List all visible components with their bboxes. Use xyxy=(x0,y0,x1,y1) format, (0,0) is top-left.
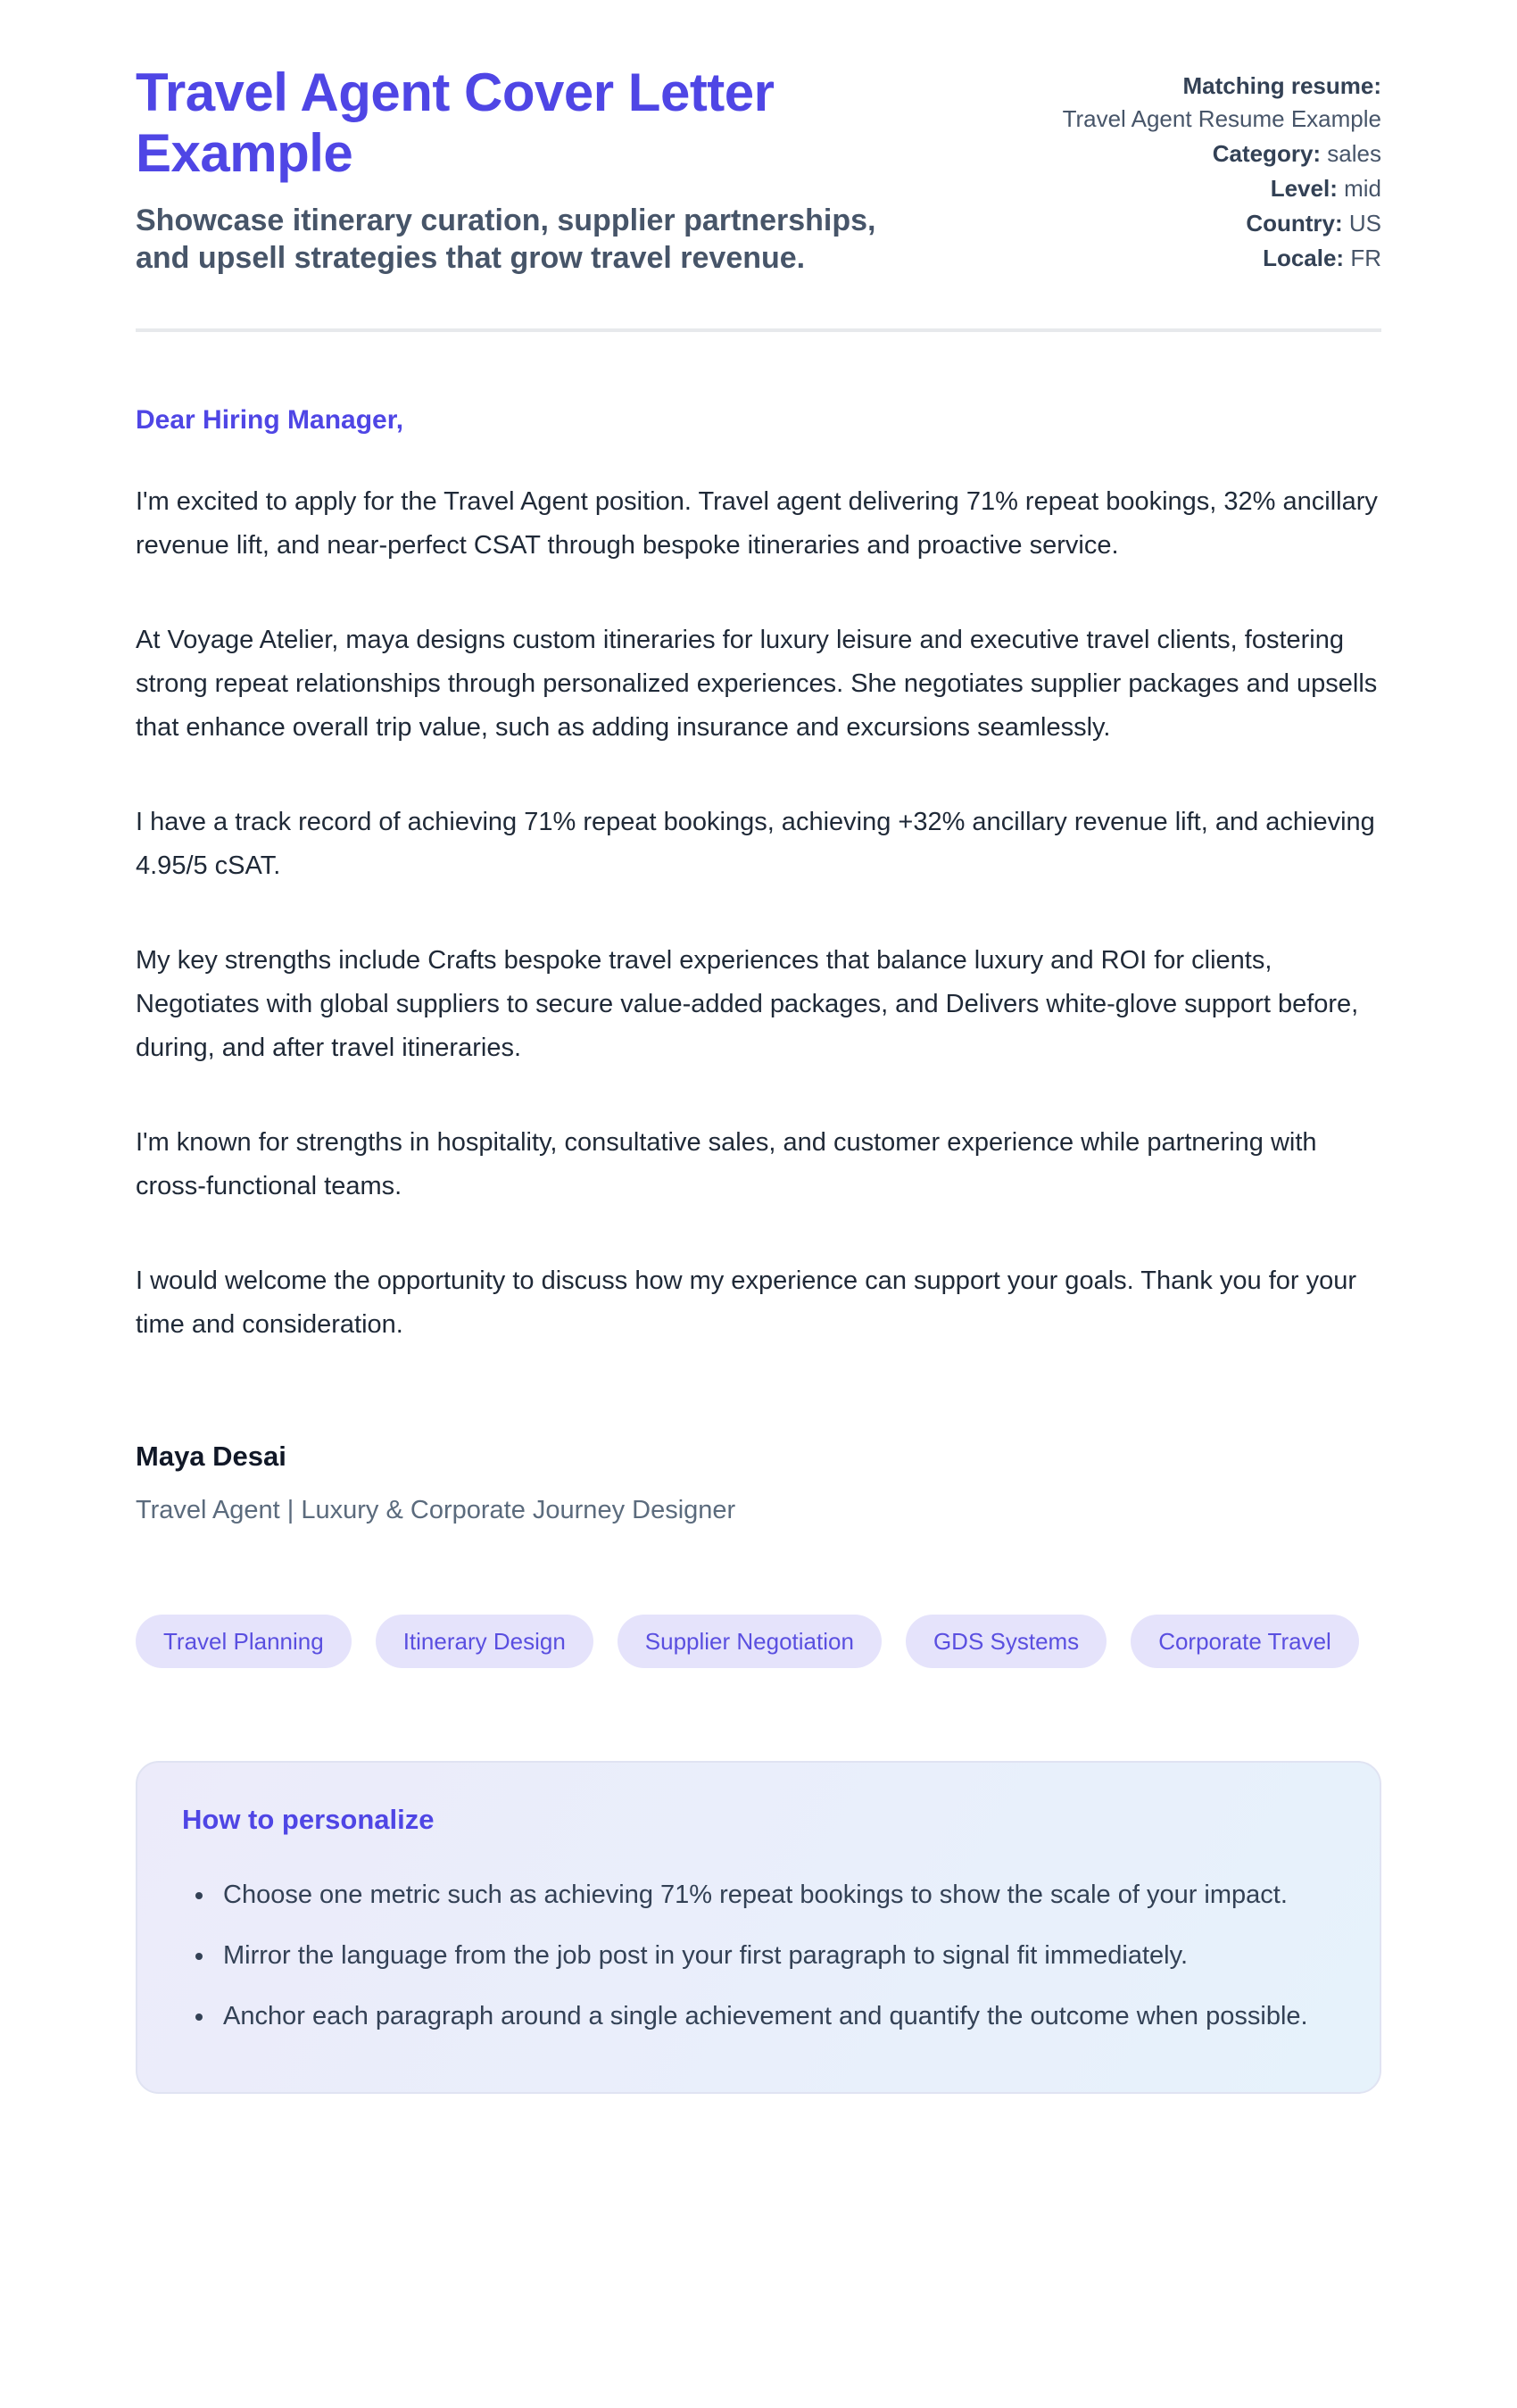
how-to-personalize-box xyxy=(136,1761,1381,2094)
meta-row-country xyxy=(996,207,1381,240)
resume-meta-panel xyxy=(996,62,1381,274)
page-subtitle: Showcase itinerary curation, supplier partnerships, and upsell strategies that grow travel revenue. xyxy=(136,203,876,275)
meta-row-category xyxy=(996,137,1381,170)
matching-resume-label: Matching resume: xyxy=(1182,72,1381,99)
letter-paragraph: I'm known for strengths in hospitality, consultative sales, and customer experience while partnering with cross-functional teams. xyxy=(136,1127,1317,1200)
meta-label: Level: xyxy=(1270,174,1338,202)
meta-label: Country: xyxy=(1246,209,1343,237)
tip-item: • Choose one metric such as achieving 71% repeat bookings to show the scale of your impact. xyxy=(216,1873,1335,1917)
meta-label: Category: xyxy=(1212,139,1322,167)
meta-value: US xyxy=(1348,209,1381,237)
letter-paragraph: My key strengths include Crafts bespoke travel experiences that balance luxury and ROI for clients, Negotiates with global suppliers to secure value-added packages, and Delivers white-glove support before, during, and after travel itineraries. xyxy=(136,945,1359,1062)
letter-paragraphs xyxy=(136,480,1381,1347)
cover-letter-body xyxy=(136,405,1381,1525)
meta-row-level xyxy=(996,172,1381,205)
page-title: Travel Agent Cover Letter Example xyxy=(136,62,775,183)
signature-block xyxy=(136,1441,1381,1525)
letter-paragraph: I'm excited to apply for the Travel Agent position. Travel agent delivering 71% repeat bookings, 32% ancillary revenue lift, and near-perfect CSAT through bespoke itineraries and proactive service. xyxy=(136,486,1378,560)
meta-value: sales xyxy=(1327,139,1381,167)
cover-letter-page xyxy=(136,0,1381,2094)
tip-item: • Anchor each paragraph around a single achievement and quantify the outcome when possible. xyxy=(216,1995,1335,2038)
matching-resume-value: Travel Agent Resume Example xyxy=(1062,104,1381,132)
header-divider xyxy=(136,328,1381,332)
meta-value: mid xyxy=(1344,174,1381,202)
letter-paragraph: I would welcome the opportunity to discuss how my experience can support your goals. Thank you for your time and consideration. xyxy=(136,1266,1357,1339)
skill-tag: GDS Systems xyxy=(906,1615,1107,1668)
skill-tag: Travel Planning xyxy=(136,1615,352,1668)
tips-title: How to personalize xyxy=(182,1803,435,1835)
skill-tag: Supplier Negotiation xyxy=(618,1615,882,1668)
meta-value: FR xyxy=(1350,244,1381,271)
tips-list xyxy=(182,1873,1335,2038)
header-title-block xyxy=(136,62,921,277)
tip-item: • Mirror the language from the job post in your first paragraph to signal fit immediately. xyxy=(216,1934,1335,1978)
letter-paragraph: At Voyage Atelier, maya designs custom itineraries for luxury leisure and executive travel clients, fostering strong repeat relationships through personalized experiences. She negotiates supplier packages and upsells that enhance overall trip value, such as adding insurance and excursions seamlessly. xyxy=(136,625,1378,742)
meta-label: Locale: xyxy=(1263,244,1345,271)
letter-greeting: Dear Hiring Manager, xyxy=(136,404,404,435)
meta-row-locale xyxy=(996,242,1381,275)
skill-tag: Itinerary Design xyxy=(376,1615,593,1668)
skill-tag-list xyxy=(136,1615,1381,1668)
signature-name: Maya Desai xyxy=(136,1440,286,1472)
signature-role: Travel Agent | Luxury & Corporate Journey Designer xyxy=(136,1495,736,1524)
letter-paragraph: I have a track record of achieving 71% repeat bookings, achieving +32% ancillary revenue lift, and achieving 4.95/5 cSAT. xyxy=(136,807,1375,880)
page-header xyxy=(136,62,1381,277)
matching-resume xyxy=(996,70,1381,136)
skill-tag: Corporate Travel xyxy=(1131,1615,1359,1668)
